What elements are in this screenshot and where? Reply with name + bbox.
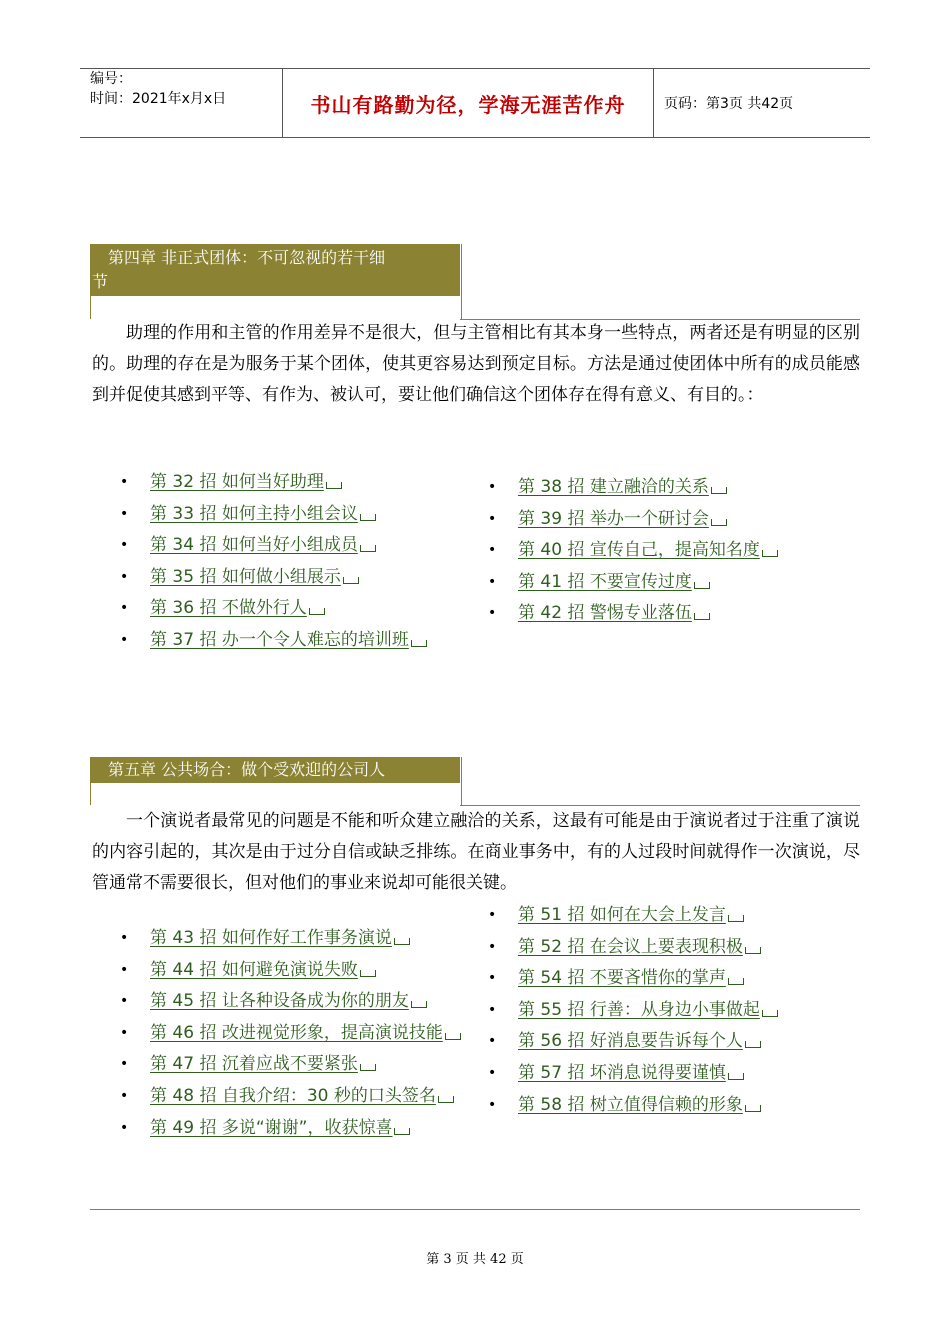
list-item [488, 963, 848, 995]
bullet-icon: • [488, 907, 497, 923]
link-mark-icon [309, 608, 325, 615]
chapter-item-link[interactable]: 第 49 招 多说“谢谢”，收获惊喜 [150, 1117, 393, 1138]
list-item [488, 535, 848, 567]
chapter5-heading [90, 757, 460, 783]
list-item [488, 1090, 848, 1122]
chapter-item-link[interactable]: 第 56 招 好消息要告诉每个人 [518, 1031, 743, 1052]
chapter-item-link[interactable]: 第 48 招 自我介绍：30 秒的口头签名 [150, 1085, 436, 1106]
link-mark-icon [343, 577, 359, 584]
chapter4-right-list [488, 472, 848, 630]
page-footer: 第 3 页 共 42 页 [426, 1252, 524, 1267]
bullet-icon: • [120, 1087, 129, 1104]
bullet-icon: • [488, 970, 497, 987]
link-mark-icon [762, 550, 778, 557]
bullet-icon: • [120, 505, 129, 522]
link-mark-icon [762, 1010, 778, 1017]
chapter-item-link[interactable]: 第 54 招 不要吝惜你的掌声 [518, 968, 726, 989]
link-mark-icon [728, 1073, 744, 1080]
chapter-item-link[interactable]: 第 52 招 在会议上要表现积极 [518, 936, 743, 957]
bullet-icon: • [120, 600, 129, 617]
link-mark-icon [728, 915, 744, 922]
list-item [120, 1081, 465, 1113]
list-item [488, 900, 848, 932]
list-item [120, 955, 465, 987]
list-item [120, 1018, 465, 1050]
time-label: 时间：2021年x月x日 [90, 91, 227, 107]
chapter4-heading [90, 244, 460, 296]
chapter4-title-line1: 第四章 非正式团体：不可忽视的若干细 [108, 248, 386, 267]
list-item [488, 932, 848, 964]
chapter-item-link[interactable]: 第 44 招 如何避免演说失败 [150, 959, 358, 980]
link-mark-icon [445, 1033, 461, 1040]
list-item [120, 923, 465, 955]
list-item [120, 625, 470, 657]
list-item [488, 504, 848, 536]
chapter-item-link[interactable]: 第 33 招 如何主持小组会议 [150, 503, 358, 524]
link-mark-icon [711, 519, 727, 526]
list-item [120, 499, 470, 531]
page-header [80, 68, 870, 138]
bullet-icon: • [120, 631, 129, 648]
link-mark-icon [394, 938, 410, 945]
link-mark-icon [745, 1105, 761, 1112]
chapter-item-link[interactable]: 第 58 招 树立值得信赖的形象 [518, 1094, 743, 1115]
number-label: 编号： [90, 71, 132, 87]
bullet-icon: • [488, 605, 497, 622]
chapter-item-link[interactable]: 第 47 招 沉着应战不要紧张 [150, 1054, 358, 1075]
link-mark-icon [694, 613, 710, 620]
link-mark-icon [745, 1041, 761, 1048]
list-item [488, 1058, 848, 1090]
list-item [120, 1113, 465, 1145]
bullet-icon: • [488, 1001, 497, 1018]
chapter-item-link[interactable]: 第 57 招 坏消息说得要谨慎 [518, 1062, 726, 1083]
chapter5-paragraph: 一个演说者最常见的问题是不能和听众建立融洽的关系，这最有可能是由于演说者过于注重了演说的内容引起的，其次是由于过分自信或缺乏排练。在商业事务中，有的人过段时间就得作一次演说，尽管通常不需要很长，但对他们的事业来说却可能很关键。 [92, 811, 860, 893]
bullet-icon: • [120, 1056, 129, 1073]
chapter-item-link[interactable]: 第 43 招 如何作好工作事务演说 [150, 928, 392, 948]
bullet-icon: • [120, 568, 129, 585]
link-mark-icon [360, 545, 376, 552]
list-item [120, 593, 470, 625]
chapter-item-link[interactable]: 第 38 招 建立融洽的关系 [518, 477, 709, 497]
list-item [120, 1049, 465, 1081]
bullet-icon: • [120, 1119, 129, 1136]
chapter4-left-list [120, 467, 470, 657]
link-mark-icon [745, 947, 761, 954]
link-mark-icon [360, 514, 376, 521]
list-item [488, 567, 848, 599]
chapter5-right-list [488, 900, 848, 1121]
chapter5-title: 第五章 公共场合：做个受欢迎的公司人 [108, 760, 386, 779]
chapter-item-link[interactable]: 第 42 招 警惕专业落伍 [518, 603, 692, 624]
bullet-icon: • [488, 542, 497, 559]
bullet-icon: • [120, 961, 129, 978]
header-page-code: 页码：第3页 共42页 [664, 96, 794, 112]
chapter-item-link[interactable]: 第 35 招 如何做小组展示 [150, 566, 341, 587]
list-item [488, 598, 848, 630]
bullet-icon: • [488, 938, 497, 955]
chapter-item-link[interactable]: 第 36 招 不做外行人 [150, 598, 307, 619]
chapter-item-link[interactable]: 第 34 招 如何当好小组成员 [150, 535, 358, 556]
list-item [488, 995, 848, 1027]
link-mark-icon [438, 1096, 454, 1103]
chapter4-title-line2: 节 [92, 272, 109, 291]
bullet-icon: • [120, 993, 129, 1010]
chapter-item-link[interactable]: 第 40 招 宣传自己，提高知名度 [518, 540, 760, 561]
bullet-icon: • [120, 930, 129, 946]
list-item [488, 472, 848, 504]
list-item [120, 467, 470, 499]
chapter4-paragraph: 助理的作用和主管的作用差异不是很大，但与主管相比有其本身一些特点，两者还是有明显的区别的。助理的存在是为服务于某个团体，使其更容易达到预定目标。方法是通过使团体中所有的成员能感到并促使其感到平等、有作为、被认可，要让他们确信这个团体存在得有意义、有目的。： [92, 323, 860, 405]
list-item [120, 530, 470, 562]
bullet-icon: • [120, 537, 129, 554]
bullet-icon: • [488, 1064, 497, 1081]
link-mark-icon [360, 1064, 376, 1071]
bullet-icon: • [488, 1096, 497, 1113]
link-mark-icon [694, 582, 710, 589]
link-mark-icon [394, 1128, 410, 1135]
bullet-icon: • [488, 1033, 497, 1050]
chapter-item-link[interactable]: 第 55 招 行善：从身边小事做起 [518, 999, 760, 1020]
link-mark-icon [728, 978, 744, 985]
header-motto: 书山有路勤为径，学海无涯苦作舟 [283, 69, 654, 137]
chapter-item-link[interactable]: 第 45 招 让各种设备成为你的朋友 [150, 991, 409, 1012]
link-mark-icon [411, 1001, 427, 1008]
bullet-icon: • [488, 510, 497, 527]
bottom-rule [90, 1209, 860, 1210]
link-mark-icon [326, 482, 342, 489]
link-mark-icon [360, 970, 376, 977]
list-item [488, 1026, 848, 1058]
chapter-item-link[interactable]: 第 51 招 如何在大会上发言 [518, 905, 726, 925]
chapter-item-link[interactable]: 第 46 招 改进视觉形象，提高演说技能 [150, 1022, 443, 1043]
chapter5-left-list [120, 923, 465, 1144]
bullet-icon: • [120, 1024, 129, 1041]
list-item [120, 562, 470, 594]
chapter-item-link[interactable]: 第 32 招 如何当好助理 [150, 472, 324, 492]
chapter-item-link[interactable]: 第 39 招 举办一个研讨会 [518, 508, 709, 529]
chapter-item-link[interactable]: 第 37 招 办一个令人难忘的培训班 [150, 629, 409, 650]
list-item [120, 986, 465, 1018]
link-mark-icon [711, 487, 727, 494]
bullet-icon: • [488, 479, 497, 495]
header-meta [80, 69, 283, 137]
bullet-icon: • [120, 474, 129, 490]
link-mark-icon [411, 640, 427, 647]
chapter-item-link[interactable]: 第 41 招 不要宣传过度 [518, 571, 692, 592]
bullet-icon: • [488, 573, 497, 590]
